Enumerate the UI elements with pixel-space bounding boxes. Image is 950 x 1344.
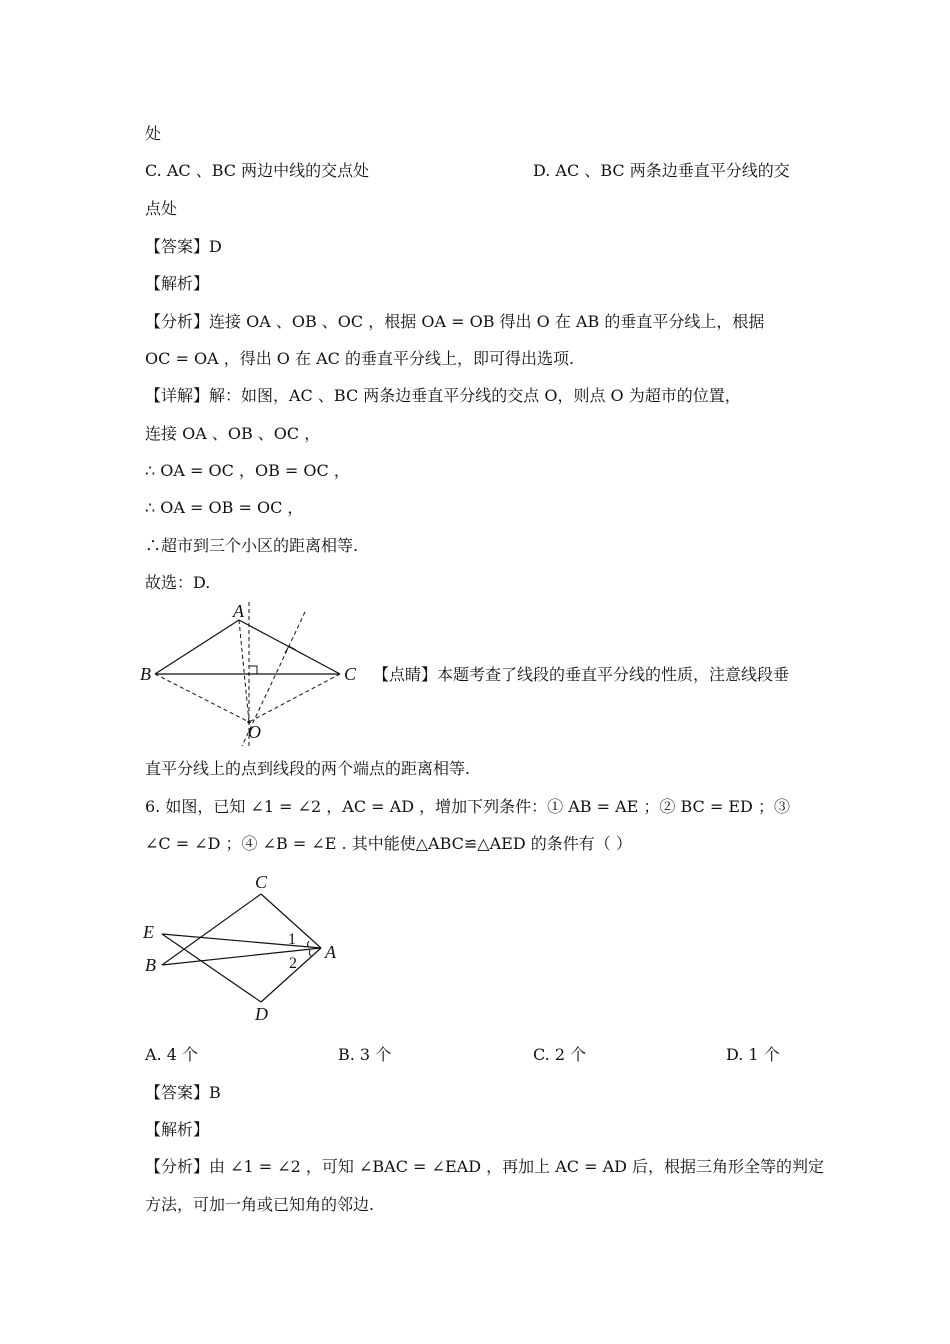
q6-analysis-heading: 【解析】 (145, 1120, 210, 1139)
q5-choose: 故选：D. (145, 573, 211, 592)
q5-option-d-continuation: 点处 (145, 199, 178, 218)
q5-label-a: A (233, 601, 244, 621)
q6-label-d: D (255, 1004, 268, 1024)
q5-dashed-oc (249, 674, 340, 722)
q6-stem-line-1: 6. 如图，已知 ∠1 = ∠2 ，AC = AD ，增加下列条件：① AB = AE ；② BC = ED ；③ (145, 797, 790, 816)
q5-analysis-heading: 【解析】 (145, 274, 210, 293)
q6-label-angle-2: 2 (289, 955, 297, 972)
q5-answer: 【答案】D (145, 237, 222, 256)
q6-figure (135, 868, 355, 1028)
q5-label-o: O (248, 722, 261, 742)
q5-fenxi-line-2: OC = OA ，得出 O 在 AC 的垂直平分线上，即可得出选项. (145, 349, 575, 368)
q5-step-3: ∴超市到三个小区的距离相等. (145, 536, 359, 555)
q5-detail-line-2: 连接 OA 、OB 、OC ， (145, 424, 321, 443)
q6-option-b: B. 3 个 (338, 1045, 392, 1064)
q5-detail-line-1: 【详解】解：如图，AC 、BC 两条边垂直平分线的交点 O，则点 O 为超市的位置， (145, 386, 741, 405)
q5-label-c: C (344, 664, 357, 684)
q5-segment-ab (155, 620, 239, 674)
q5-dashed-oa (239, 620, 249, 722)
q5-step-2: ∴ OA = OB = OC ， (145, 498, 304, 517)
q6-segment-ed (162, 934, 261, 1002)
q6-label-c: C (255, 872, 268, 892)
q5-option-d: D. AC 、BC 两条边垂直平分线的交 (533, 161, 790, 180)
q5-step-1: ∴ OA = OC ，OB = OC ， (145, 461, 350, 480)
q5-dashed-ob (155, 674, 249, 722)
q6-label-e: E (143, 922, 154, 942)
q5-fenxi-line-1: 【分析】连接 OA 、OB 、OC ，根据 OA = OB 得出 O 在 AB 的垂直平分线上，根据 (145, 312, 765, 331)
q6-fenxi-line-2: 方法，可加一角或已知角的邻边. (145, 1195, 375, 1214)
q5-right-angle-mark-bc (249, 666, 257, 674)
q5-label-b: B (140, 664, 151, 684)
q6-label-a: A (325, 942, 336, 962)
q6-label-angle-1: 1 (288, 931, 296, 948)
q6-option-c: C. 2 个 (533, 1045, 587, 1064)
q6-label-b: B (145, 955, 156, 975)
q5-figure (135, 598, 375, 748)
q6-segment-cb (162, 894, 261, 965)
q6-stem-line-2: ∠C = ∠D ；④ ∠B = ∠E . 其中能使△ABC≌△AED 的条件有（ ） (145, 834, 632, 853)
q5-option-b-continuation: 处 (145, 124, 162, 143)
q6-answer: 【答案】B (145, 1083, 221, 1102)
q5-option-c: C. AC 、BC 两边中线的交点处 (145, 161, 370, 180)
q6-fenxi-line-1: 【分析】由 ∠1 = ∠2 ，可知 ∠BAC = ∠EAD ，再加上 AC = AD 后，根据三角形全等的判定 (145, 1157, 825, 1176)
q6-option-d: D. 1 个 (726, 1045, 780, 1064)
q6-option-a: A. 4 个 (145, 1045, 198, 1064)
q5-dianjing-line-1: 【点睛】本题考查了线段的垂直平分线的性质，注意线段垂 (373, 665, 790, 684)
q5-dianjing-line-2: 直平分线上的点到线段的两个端点的距离相等. (145, 759, 471, 778)
q6-angle-1-arc (308, 941, 310, 947)
q6-segment-ea (162, 934, 321, 948)
